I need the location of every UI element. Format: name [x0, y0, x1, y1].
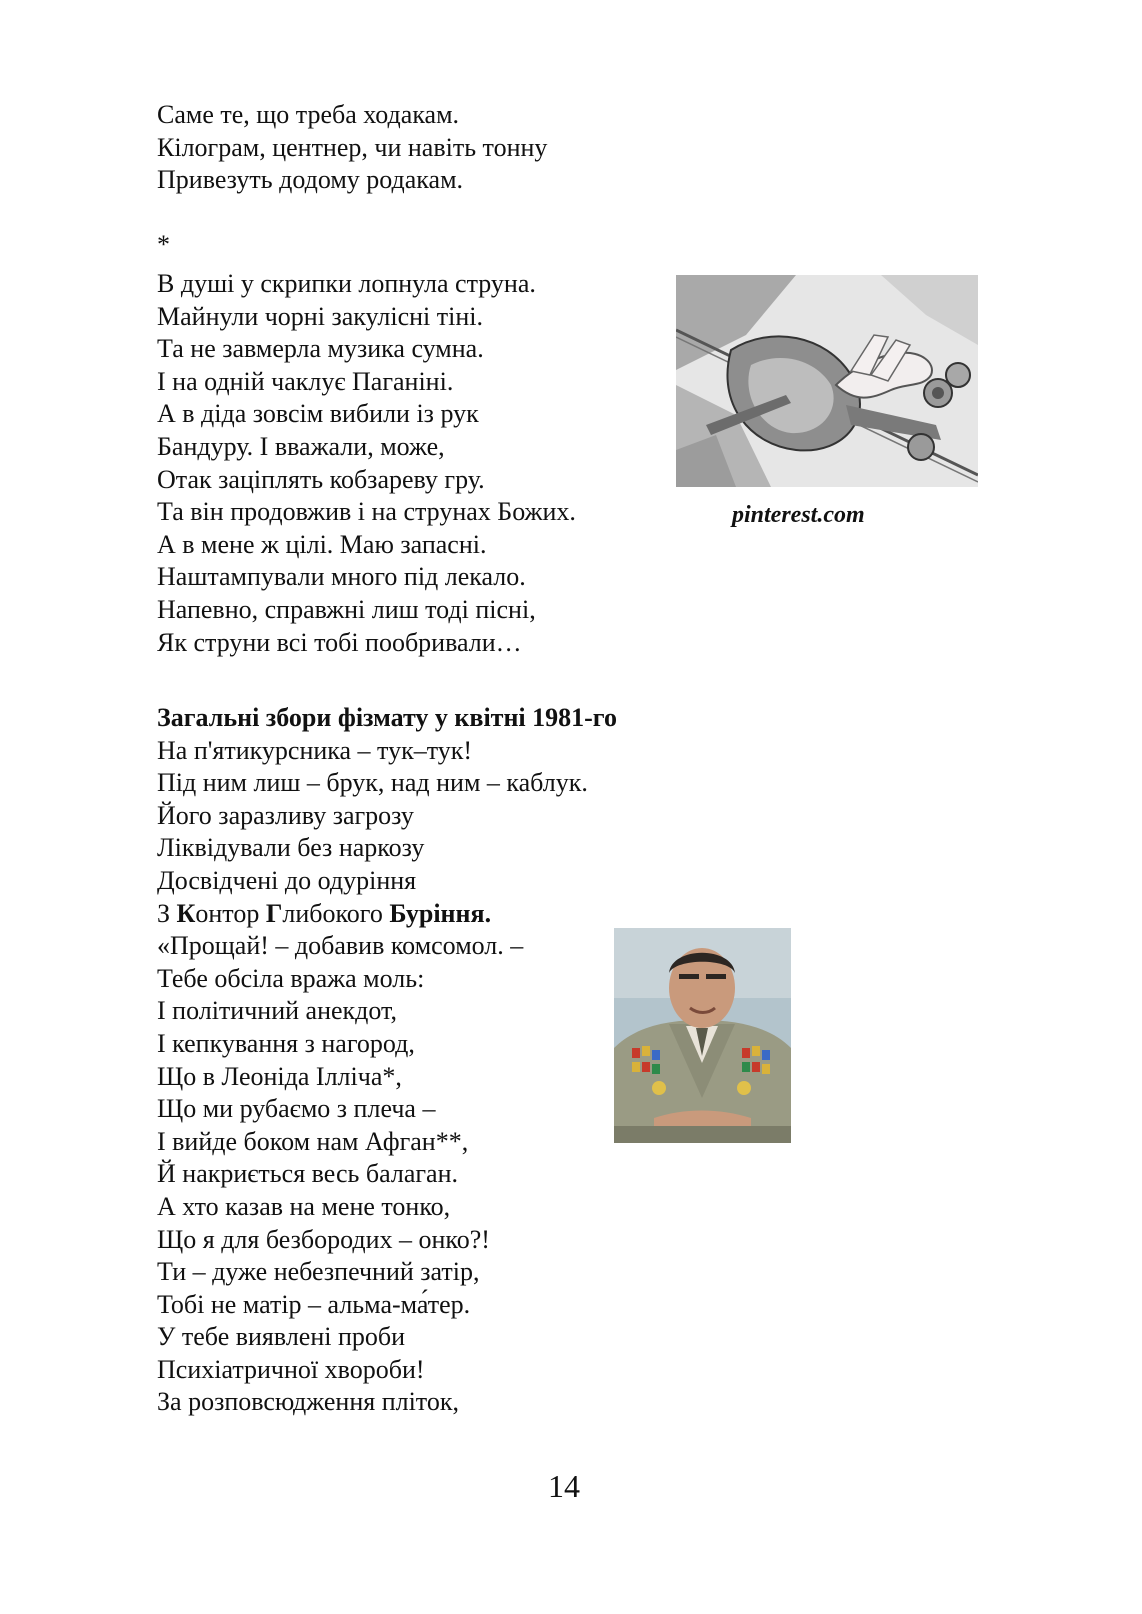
violin-photo-icon	[676, 275, 978, 487]
poem-line: І кепкування з нагород,	[157, 1028, 415, 1058]
poem-line: Психіатричної хвороби!	[157, 1354, 425, 1384]
poem-line-kgb	[157, 898, 617, 931]
poem-line: І на одній чаклує Паганіні.	[157, 366, 454, 396]
poem-line: А в мене ж цілі. Маю запасні.	[157, 529, 487, 559]
stanza-separator: *	[157, 230, 170, 259]
poem-line: Що в Леоніда Ілліча*,	[157, 1061, 402, 1091]
page-number: 14	[548, 1468, 580, 1504]
kgb-letter-k: К	[176, 898, 196, 928]
poem-line: За розповсюдження пліток,	[157, 1387, 459, 1417]
portrait-photo-icon	[614, 928, 791, 1143]
poem-line: Ти – дуже небезпечний затір,	[157, 1257, 480, 1287]
kgb-word-1: онтор	[195, 898, 266, 928]
poem-line: А в діда зовсім вибили із рук	[157, 399, 479, 429]
poem-line: Його заразливу загрозу	[157, 800, 414, 830]
poem-line: Що ми рубаємо з плеча –	[157, 1094, 436, 1124]
poem-line: Напевно, справжні лиш тоді пісні,	[157, 594, 536, 624]
poem-line: Кілограм, центнер, чи навіть тонну	[157, 132, 548, 162]
poem-line: Як струни всі тобі пообривали…	[157, 627, 522, 657]
poem-line: Тобі не матір – альма-ма́тер.	[157, 1289, 471, 1319]
poem-line: Привезуть додому родакам.	[157, 165, 464, 195]
poem-line: Наштампували много під лекало.	[157, 562, 526, 592]
poem-line: І політичний анекдот,	[157, 996, 397, 1026]
poem-line: І вийде боком нам Афган**,	[157, 1126, 469, 1156]
poem-line: Майнули чорні закулісні тіні.	[157, 301, 483, 331]
poem-line: Та не завмерла музика сумна.	[157, 334, 484, 364]
kgb-word-2: либокого	[282, 898, 390, 928]
poem-line: Отак заціплять кобзареву гру.	[157, 464, 485, 494]
poem-line: Що я для безбородих – онко?!	[157, 1224, 490, 1254]
kgb-letter-g: Г	[265, 898, 283, 928]
poem-line: У тебе виявлені проби	[157, 1322, 406, 1352]
kgb-letter-b: Б	[389, 898, 406, 928]
poem-line: В душі у скрипки лопнула струна.	[157, 269, 536, 298]
poem-line: Та він продовжив і на струнах Божих.	[157, 497, 576, 527]
kgb-word-3: уріння.	[405, 898, 492, 928]
poem-line: Тебе обсіла вража моль:	[157, 963, 425, 993]
poem-line: На п'ятикурсника – тук–тук!	[157, 735, 473, 765]
poem-line: Бандуру. І вважали, може,	[157, 431, 445, 461]
poem-line: Й накриється весь балаган.	[157, 1159, 458, 1189]
poem-line: А хто казав на мене тонко,	[157, 1191, 451, 1221]
poem-3	[157, 702, 617, 1419]
poem-line: «Прощай! – добавив комсомол. –	[157, 931, 524, 961]
poem-line: Під ним лиш – брук, над ним – каблук.	[157, 768, 588, 798]
kgb-prefix: З	[157, 898, 177, 928]
poem-title: Загальні збори фізмату у квітні 1981-го	[157, 703, 617, 732]
stanza-2	[157, 268, 576, 659]
poem-line: Саме те, що треба ходакам.	[157, 100, 460, 129]
stanza-1	[157, 99, 547, 197]
image-caption: pinterest.com	[732, 502, 865, 528]
poem-line: Досвідчені до одуріння	[157, 865, 417, 895]
poem-line: Ліквідували без наркозу	[157, 833, 425, 863]
